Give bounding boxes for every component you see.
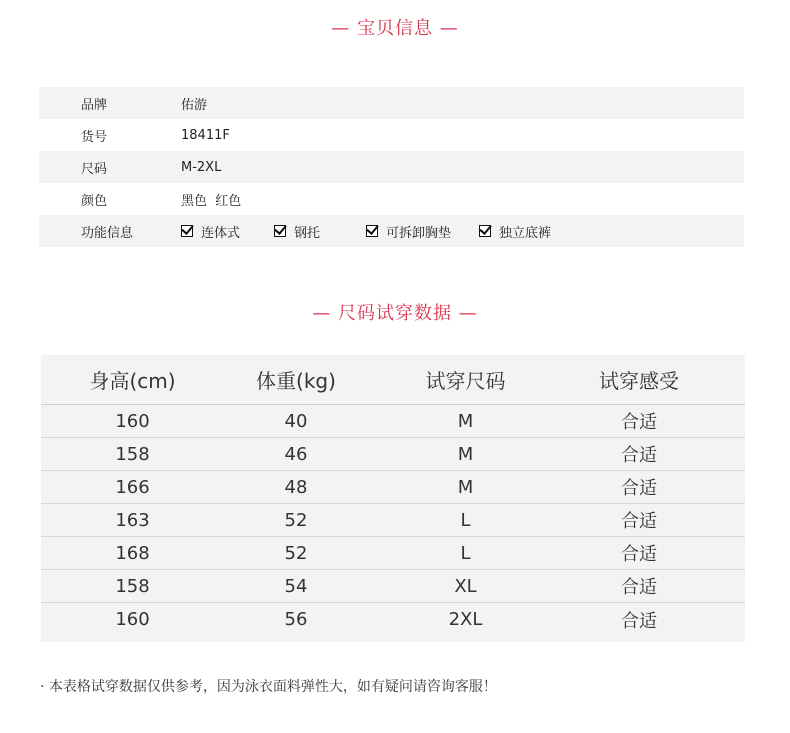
cell-height: 163 (115, 509, 150, 531)
info-value: 18411F (181, 127, 230, 143)
feature-label: 连体式 (201, 225, 241, 241)
checkbox-checked-icon (274, 225, 286, 237)
size-trial-title: — 尺码试穿数据 — (312, 303, 478, 324)
cell-size: M (457, 443, 474, 465)
cell-weight: 56 (284, 609, 308, 630)
cell-feeling: 合适 (621, 445, 657, 466)
cell-weight: 48 (284, 476, 308, 498)
cell-height: 166 (115, 476, 150, 498)
cell-feeling: 合适 (621, 577, 657, 598)
header-height: 身高(cm) (89, 369, 176, 393)
cell-weight: 46 (284, 443, 308, 465)
checkbox-checked-icon (181, 225, 193, 237)
table-row (41, 471, 745, 504)
cell-height: 160 (115, 609, 150, 630)
cell-height: 158 (115, 443, 150, 465)
cell-height: 160 (115, 410, 150, 432)
info-label: 品牌 (81, 97, 108, 113)
cell-size: M (457, 410, 474, 432)
table-row (41, 438, 745, 471)
feature-label: 钢托 (294, 225, 321, 241)
feature-label: 可拆卸胸垫 (386, 225, 452, 241)
table-row (41, 504, 745, 537)
table-row (41, 603, 745, 636)
cell-size: M (457, 476, 474, 498)
cell-size: L (460, 509, 471, 531)
feature-item (181, 222, 240, 241)
info-label: 功能信息 (81, 225, 134, 241)
cell-weight: 40 (284, 410, 308, 432)
cell-weight: 54 (284, 575, 308, 597)
info-row-color (39, 183, 744, 215)
checkbox-checked-icon (479, 225, 491, 237)
info-value: M-2XL (181, 159, 222, 175)
table-row (41, 570, 745, 603)
cell-size: XL (454, 575, 477, 597)
cell-size: L (460, 542, 471, 564)
header-weight: 体重(kg) (256, 369, 336, 393)
feature-item (366, 222, 451, 241)
cell-feeling: 合适 (621, 610, 657, 632)
header-size: 试穿尺码 (425, 369, 506, 393)
cell-height: 168 (115, 542, 150, 564)
checkbox-checked-icon (366, 225, 378, 237)
info-row-features (39, 215, 744, 247)
table-header (41, 355, 745, 405)
feature-list (181, 222, 744, 241)
product-info-table (39, 87, 744, 247)
info-label: 尺码 (81, 161, 108, 177)
size-trial-table (41, 355, 745, 642)
cell-weight: 52 (284, 509, 308, 531)
info-label: 颜色 (81, 193, 108, 209)
table-row (41, 405, 745, 438)
info-label: 货号 (81, 129, 108, 145)
cell-size: 2XL (448, 609, 483, 630)
cell-feeling: 合适 (621, 412, 657, 433)
info-row-size (39, 151, 744, 183)
table-row (41, 537, 745, 570)
info-row-item-no (39, 119, 744, 151)
feature-item (479, 222, 551, 241)
feature-label: 独立底裤 (499, 225, 552, 241)
info-row-brand (39, 87, 744, 119)
header-feeling: 试穿感受 (599, 369, 679, 393)
product-info-title: — 宝贝信息 — (331, 18, 459, 39)
cell-feeling: 合适 (621, 511, 657, 532)
info-value: 佑游 (181, 97, 208, 113)
cell-feeling: 合适 (621, 478, 657, 499)
cell-height: 158 (115, 575, 150, 597)
info-value: 黑色 红色 (181, 193, 242, 209)
cell-feeling: 合适 (621, 544, 657, 565)
disclaimer-note: · 本表格试穿数据仅供参考，因为泳衣面料弹性大，如有疑问请咨询客服！ (40, 679, 497, 695)
cell-weight: 52 (284, 542, 308, 564)
feature-item (274, 222, 320, 241)
